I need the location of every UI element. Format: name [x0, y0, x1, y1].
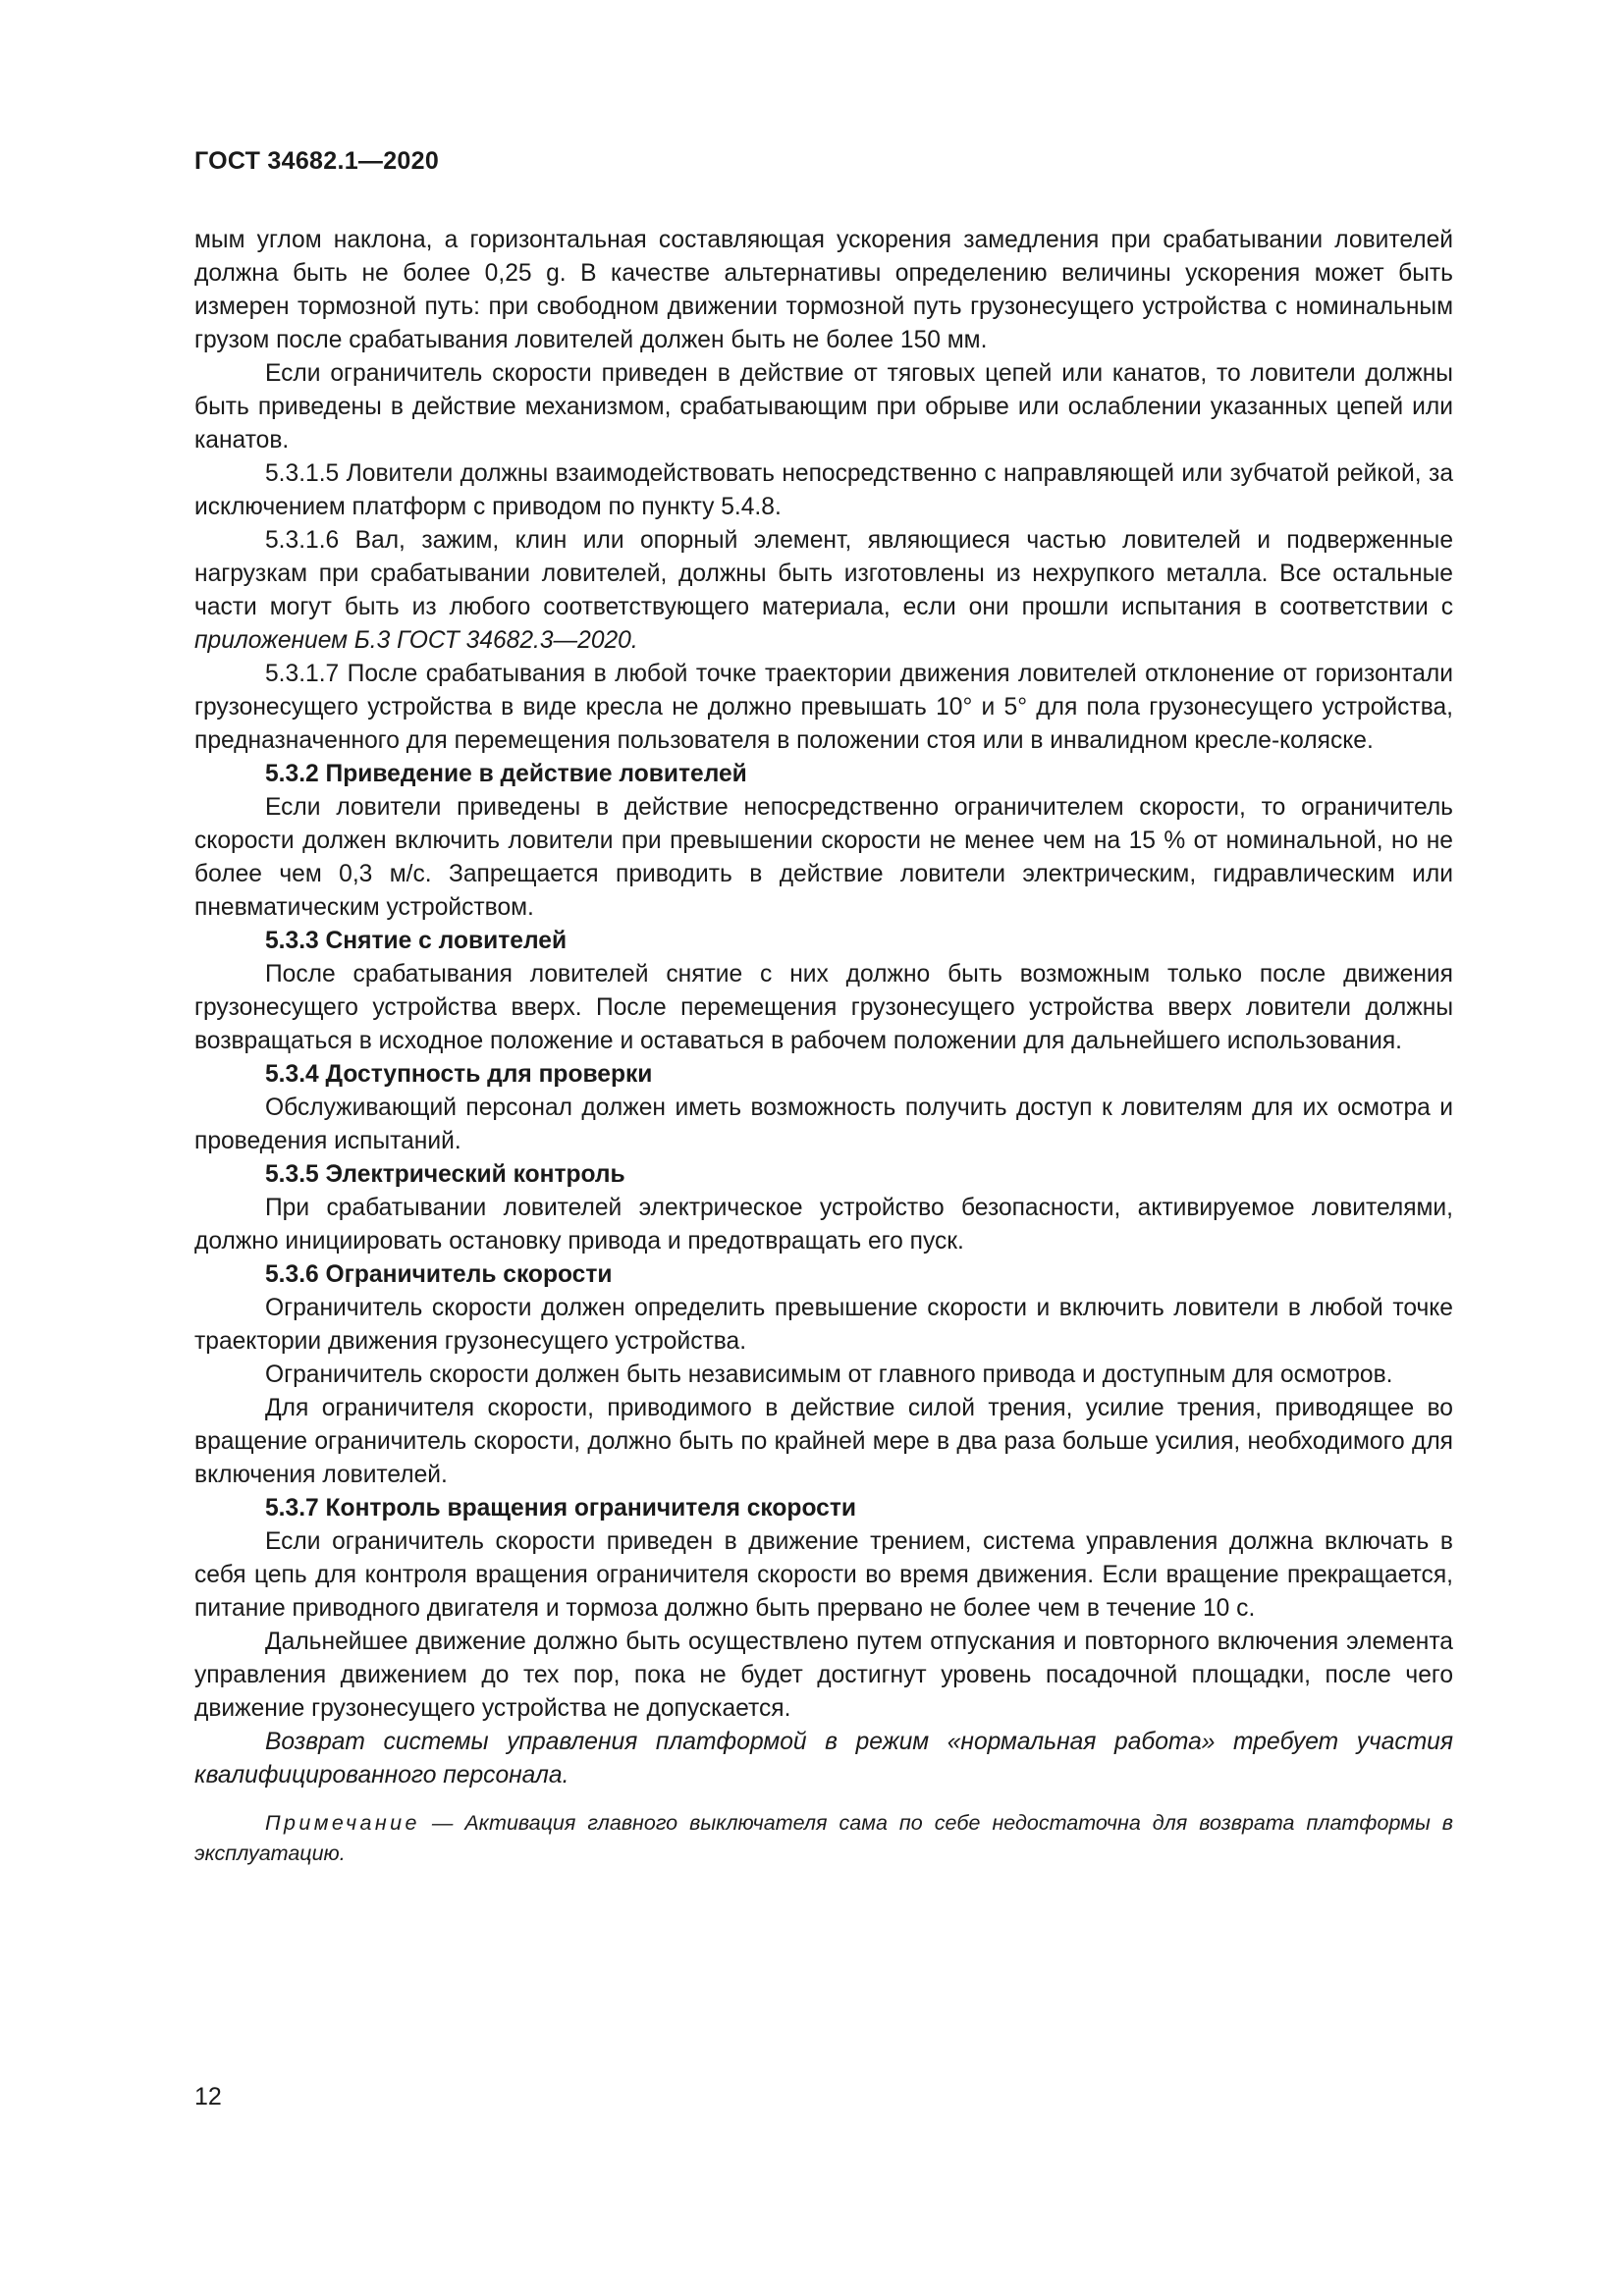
document-header: ГОСТ 34682.1—2020 — [194, 147, 440, 175]
paragraph-further-movement: Дальнейшее движение должно быть осуществлено путем отпускания и повторного включения элемента управления движением до тех пор, пока не будет достигнут уровень посадочной площадки, после чего движение грузонесущего устройства не допускается. — [194, 1629, 1453, 1722]
paragraph-electric-control: При срабатывании ловителей электрическое устройство безопасности, активируемое ловителями, должно инициировать остановку привода и предотвращать его пуск. — [194, 1195, 1453, 1255]
paragraph-return-italic: Возврат системы управления платформой в режим «нормальная работа» требует участия квалифицированного персонала. — [194, 1729, 1453, 1789]
paragraph-rotation-control: Если ограничитель скорости приведен в движение трением, система управления должна включать в себя цепь для контроля вращения ограничителя скорости во время движения. Если вращение прекращается, питание приводного двигателя и тормоза должно быть прервано не более чем в течение 10 с. — [194, 1528, 1453, 1622]
appendix-reference: приложением Б.3 ГОСТ 34682.3—2020. — [194, 627, 638, 654]
section-heading-5-3-4: 5.3.4 Доступность для проверки — [265, 1061, 653, 1088]
page-body — [194, 224, 1453, 1869]
section-heading-5-3-6: 5.3.6 Ограничитель скорости — [265, 1261, 613, 1288]
note — [194, 1808, 1453, 1869]
paragraph-5-3-1-6-text: 5.3.1.6 Вал, зажим, клин или опорный элемент, являющиеся частью ловителей и подверженные нагрузкам при срабатывании ловителей, должны быть изготовлены из нехрупкого металла. Все остальные части могут быть из любого соответствующего материала, если они прошли испытания в соответствии с — [194, 527, 1453, 620]
paragraph-5-3-1-5: 5.3.1.5 Ловители должны взаимодействовать непосредственно с направляющей или зубчатой рейкой, за исключением платформ с приводом по пункту 5.4.8. — [194, 460, 1453, 520]
paragraph-5-3-1-7: 5.3.1.7 После срабатывания в любой точке траектории движения ловителей отклонение от горизонтали грузонесущего устройства в виде кресла не должно превышать 10° и 5° для пола грузонесущего устройства, предназначенного для перемещения пользователя в положении стоя или в инвалидном кресле-коляске. — [194, 661, 1453, 754]
section-heading-5-3-7: 5.3.7 Контроль вращения ограничителя скорости — [265, 1495, 856, 1522]
section-heading-5-3-3: 5.3.3 Снятие с ловителей — [265, 928, 568, 954]
page-number: 12 — [194, 2083, 222, 2110]
paragraph-actuation: Если ловители приведены в действие непосредственно ограничителем скорости, то ограничитель скорости должен включить ловители при превышении скорости не менее чем на 15 % от номинальной, но не более чем 0,3 м/с. Запрещается приводить в действие ловители электрическим, гидравлическим или пневматическим устройством. — [194, 794, 1453, 921]
note-label: Примечание — [265, 1811, 420, 1835]
note-text: — Активация главного выключателя сама по себе недостаточна для возврата платформы в эксплуатацию. — [194, 1811, 1453, 1865]
section-heading-5-3-5: 5.3.5 Электрический контроль — [265, 1161, 625, 1188]
paragraph-limiter-detect: Ограничитель скорости должен определить превышение скорости и включить ловители в любой точке траектории движения грузонесущего устройства. — [194, 1295, 1453, 1355]
paragraph-access: Обслуживающий персонал должен иметь возможность получить доступ к ловителям для их осмотра и проведения испытаний. — [194, 1095, 1453, 1154]
paragraph-5-3-1-6 — [194, 524, 1453, 658]
section-heading-5-3-2: 5.3.2 Приведение в действие ловителей — [265, 761, 747, 787]
paragraph-speed-limiter-drive: Если ограничитель скорости приведен в действие от тяговых цепей или канатов, то ловители должны быть приведены в действие механизмом, срабатывающим при обрыве или ослаблении указанных цепей или канатов. — [194, 360, 1453, 454]
paragraph-continuation: мым углом наклона, а горизонтальная составляющая ускорения замедления при срабатывании ловителей должна быть не более 0,25 g. В качестве альтернативы определению величины ускорения может быть измерен тормозной путь: при свободном движении тормозной путь грузонесущего устройства с номинальным грузом после срабатывания ловителей должен быть не более 150 мм. — [194, 227, 1453, 353]
paragraph-limiter-friction: Для ограничителя скорости, приводимого в действие силой трения, усилие трения, приводящее во вращение ограничитель скорости, должно быть по крайней мере в два раза больше усилия, необходимого для включения ловителей. — [194, 1395, 1453, 1488]
paragraph-release: После срабатывания ловителей снятие с них должно быть возможным только после движения грузонесущего устройства вверх. После перемещения грузонесущего устройства вверх ловители должны возвращаться в исходное положение и оставаться в рабочем положении для дальнейшего использования. — [194, 961, 1453, 1054]
paragraph-limiter-independent: Ограничитель скорости должен быть независимым от главного привода и доступным для осмотров. — [265, 1362, 1393, 1388]
